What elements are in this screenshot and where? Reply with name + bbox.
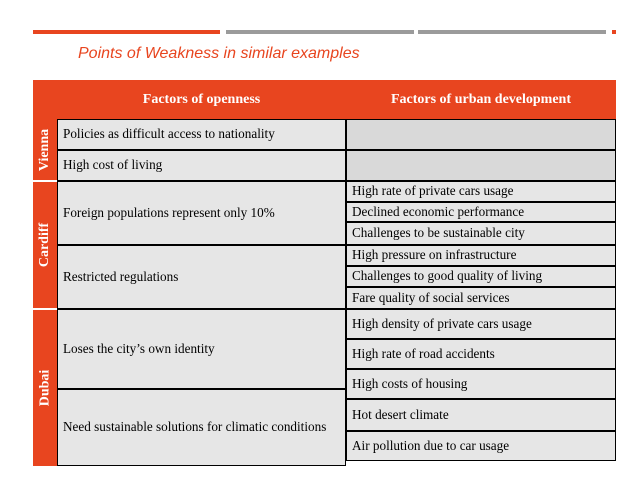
openness-cell: Policies as difficult access to nationality	[57, 119, 346, 150]
header-corner	[33, 80, 57, 119]
urban-cell: Declined economic performance	[346, 202, 616, 222]
city-label-vienna: Vienna	[33, 119, 57, 181]
city-label-cardiff: Cardiff	[33, 181, 57, 309]
urban-cell: Challenges to good quality of living	[346, 266, 616, 287]
header-openness: Factors of openness	[57, 80, 346, 119]
urban-cell: Air pollution due to car usage	[346, 431, 616, 461]
slide-title: Points of Weakness in similar examples	[78, 45, 360, 62]
divider	[33, 308, 57, 310]
urban-cell: High rate of private cars usage	[346, 181, 616, 202]
urban-cell: Fare quality of social services	[346, 287, 616, 309]
openness-cell: Restricted regulations	[57, 245, 346, 309]
decor-bar-red	[33, 30, 220, 34]
city-label-dubai: Dubai	[33, 309, 57, 466]
openness-cell: Need sustainable solutions for climatic conditions	[57, 389, 346, 466]
openness-cell: Loses the city’s own identity	[57, 309, 346, 389]
urban-cell: Hot desert climate	[346, 399, 616, 431]
decor-bar-grey	[226, 30, 414, 34]
decor-bar-grey	[418, 30, 606, 34]
urban-cell	[346, 119, 616, 150]
decor-square	[612, 30, 616, 34]
openness-cell: High cost of living	[57, 150, 346, 181]
urban-cell: Challenges to be sustainable city	[346, 222, 616, 245]
header-urban: Factors of urban development	[346, 80, 616, 119]
urban-cell	[346, 150, 616, 181]
urban-cell: High pressure on infrastructure	[346, 245, 616, 266]
urban-cell: High rate of road accidents	[346, 339, 616, 369]
openness-cell: Foreign populations represent only 10%	[57, 181, 346, 245]
urban-cell: High density of private cars usage	[346, 309, 616, 339]
urban-cell: High costs of housing	[346, 369, 616, 399]
divider	[33, 180, 57, 182]
